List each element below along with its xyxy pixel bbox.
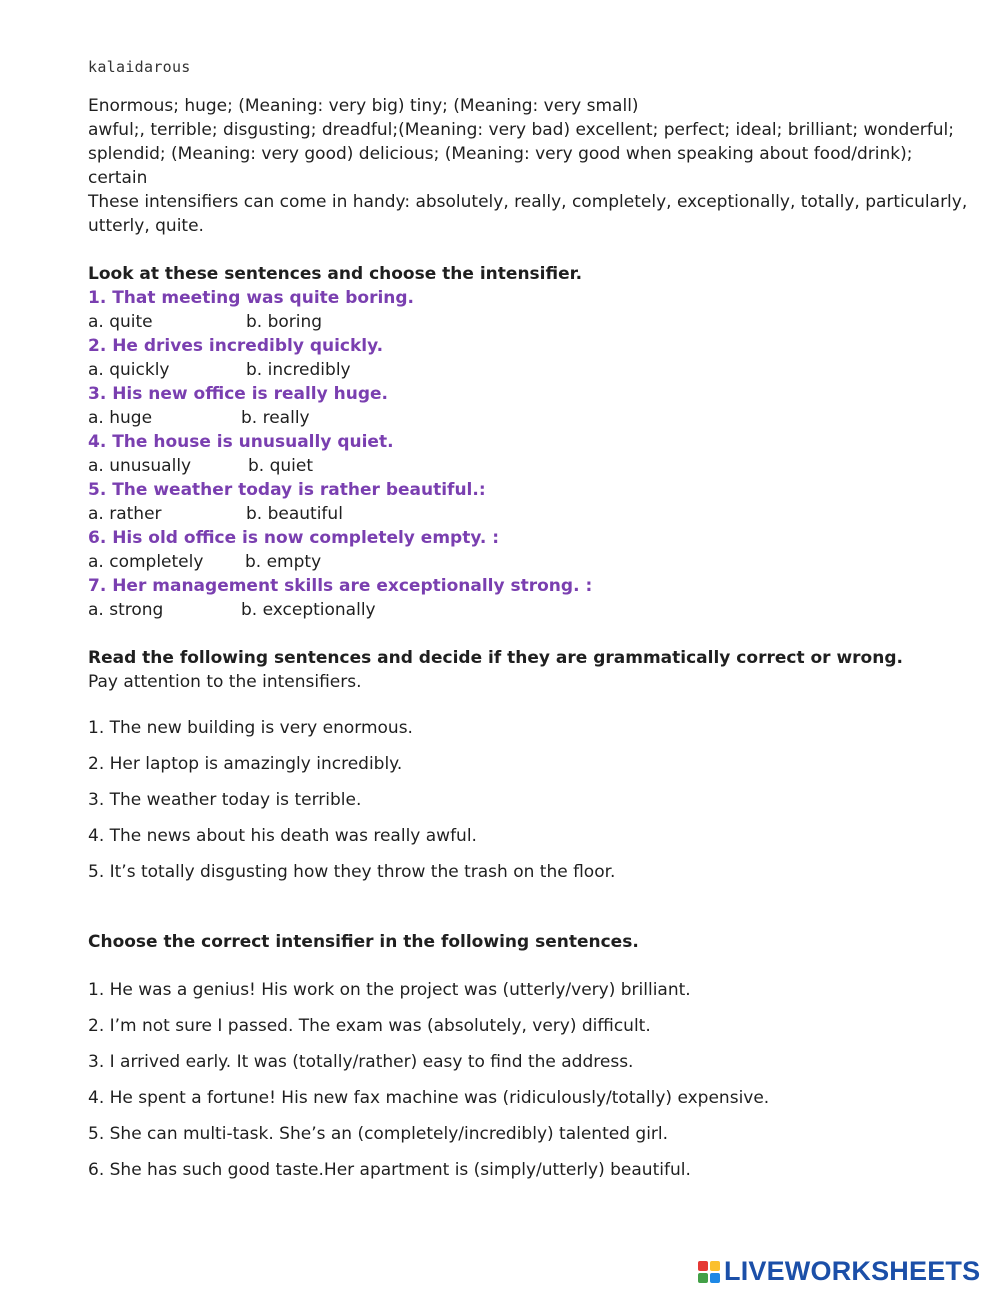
question-title: 6. His old office is now completely empty. : (88, 528, 500, 548)
logo-square (698, 1261, 708, 1271)
option-a[interactable]: a. quite (88, 312, 153, 332)
list-item: 5. She can multi-task. She’s an (completely/incredibly) talented girl. (88, 1124, 669, 1144)
option-a[interactable]: a. rather (88, 504, 162, 524)
logo-text: LIVEWORKSHEETS (724, 1256, 981, 1286)
list-item: 1. The new building is very enormous. (88, 718, 413, 738)
logo-square (698, 1273, 708, 1283)
section-heading: Read the following sentences and decide if they are grammatically correct or wrong. (88, 648, 903, 668)
question-title: 3. His new office is really huge. (88, 384, 388, 404)
logo-square (710, 1261, 720, 1271)
question-title: 7. Her management skills are exceptionally strong. : (88, 576, 593, 596)
question-options (88, 358, 968, 382)
option-b[interactable]: b. empty (245, 552, 322, 572)
list-item: 4. He spent a fortune! His new fax machine was (ridiculously/totally) expensive. (88, 1088, 770, 1108)
question-title: 4. The house is unusually quiet. (88, 432, 394, 452)
list-item: 5. It’s totally disgusting how they throw the trash on the floor. (88, 862, 616, 882)
list-item: 1. He was a genius! His work on the project was (utterly/very) brilliant. (88, 980, 691, 1000)
option-b[interactable]: b. boring (246, 312, 323, 332)
section-heading: Look at these sentences and choose the intensifier. (88, 264, 583, 284)
option-a[interactable]: a. quickly (88, 360, 170, 380)
list-item: 2. Her laptop is amazingly incredibly. (88, 754, 403, 774)
option-b[interactable]: b. really (241, 408, 310, 428)
option-b[interactable]: b. quiet (248, 456, 314, 476)
list-item: 2. I’m not sure I passed. The exam was (absolutely, very) difficult. (88, 1016, 651, 1036)
question-options (88, 502, 968, 526)
list-item: 3. The weather today is terrible. (88, 790, 362, 810)
intro-text (88, 94, 968, 238)
section-correct-or-wrong (88, 646, 968, 884)
logo-icon (698, 1261, 720, 1283)
option-a[interactable]: a. unusually (88, 456, 192, 476)
question-title: 2. He drives incredibly quickly. (88, 336, 384, 356)
question-title: 5. The weather today is rather beautiful.: (88, 480, 486, 500)
worksheet-page (88, 58, 968, 1194)
list-item: 4. The news about his death was really awful. (88, 826, 477, 846)
option-b[interactable]: b. beautiful (246, 504, 343, 524)
option-a[interactable]: a. huge (88, 408, 153, 428)
question-title: 1. That meeting was quite boring. (88, 288, 415, 308)
option-b[interactable]: b. incredibly (246, 360, 351, 380)
option-b[interactable]: b. exceptionally (241, 600, 376, 620)
section-subheading: Pay attention to the intensifiers. (88, 672, 362, 692)
question-options (88, 406, 968, 430)
intro-line: awful;, terrible; disgusting; dreadful;(Meaning: very bad) excellent; perfect; ideal; brilliant; wonderful; splendid; (Meaning: very good) delicious; (Meaning: very good when speaking about food/drink); certain (88, 120, 954, 188)
question-options (88, 454, 968, 478)
option-a[interactable]: a. completely (88, 552, 204, 572)
section-choose-intensifier (88, 262, 968, 622)
logo-square (710, 1273, 720, 1283)
sentence-list (88, 978, 968, 1182)
liveworksheets-logo (698, 1256, 980, 1287)
author-name: kalaidarous (88, 58, 191, 76)
question-options (88, 310, 968, 334)
list-item: 3. I arrived early. It was (totally/rather) easy to find the address. (88, 1052, 634, 1072)
option-a[interactable]: a. strong (88, 600, 164, 620)
section-choose-correct (88, 930, 968, 1182)
section-heading: Choose the correct intensifier in the following sentences. (88, 932, 639, 952)
question-options (88, 550, 968, 574)
question-options (88, 598, 968, 622)
intro-line: Enormous; huge; (Meaning: very big) tiny; (Meaning: very small) (88, 96, 639, 116)
list-item: 6. She has such good taste.Her apartment is (simply/utterly) beautiful. (88, 1160, 691, 1180)
sentence-list (88, 716, 968, 884)
intro-line: These intensifiers can come in handy: absolutely, really, completely, exceptionally, totally, particularly, utterly, quite. (88, 192, 968, 236)
